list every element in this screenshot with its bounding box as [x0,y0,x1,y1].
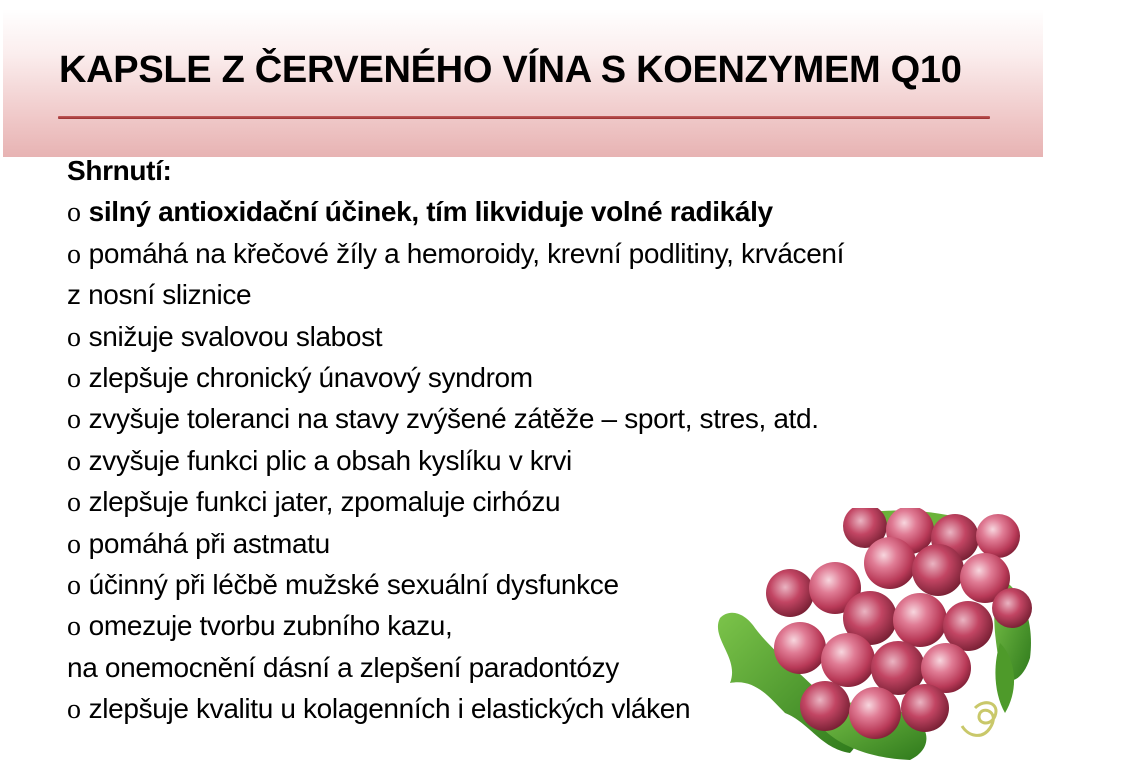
grape-tendril [962,703,996,736]
list-item-text: pomáhá na křečové žíly a hemoroidy, krevní podlitiny, krvácení [88,237,845,269]
list-item [67,233,1027,274]
list-item-text: zvyšuje funkci plic a obsah kyslíku v krvi [88,444,572,476]
bullet-marker: o [67,404,81,436]
list-item [67,398,1027,439]
bullet-marker: o [67,528,81,560]
bullet-marker: o [67,445,81,477]
bullet-marker: o [67,321,81,353]
list-item-text: zvyšuje toleranci na stavy zvýšené zátěže – sport, stres, atd. [88,403,819,435]
list-item-text: omezuje tvorbu zubního kazu, [88,610,453,642]
bullet-marker: o [67,362,81,394]
list-item-text: účinný při léčbě mužské sexuální dysfunkce [88,568,619,600]
list-item-text: na onemocnění dásní a zlepšení paradontózy [67,651,619,683]
list-item-text: snižuje svalovou slabost [88,320,383,352]
slide-title: KAPSLE Z ČERVENÉHO VÍNA S KOENZYMEM Q10 [59,49,962,91]
list-item-text: zlepšuje kvalitu u kolagenních i elastických vláken [88,693,691,725]
list-item-text: pomáhá při astmatu [88,527,330,559]
list-item [67,316,1027,357]
bullet-marker: o [67,569,81,601]
bullet-marker: o [67,611,81,643]
list-item [67,191,1027,232]
bullet-marker: o [67,487,81,519]
list-item-text: zlepšuje chronický únavový syndrom [88,361,533,393]
title-underline-divider [58,116,990,119]
bullet-marker: o [67,694,81,726]
list-item-text: silný antioxidační účinek, tím likviduje volné radikály [88,196,773,228]
list-item-text: z nosní sliznice [67,279,252,311]
bullet-marker: o [67,238,81,270]
list-item [67,357,1027,398]
list-item-continuation [67,274,1027,315]
list-item-text: zlepšuje funkci jater, zpomaluje cirhózu [88,486,561,518]
summary-heading: Shrnutí: [67,155,172,186]
bullet-marker: o [67,197,81,229]
grapes-image [700,508,1040,768]
list-item [67,440,1027,481]
